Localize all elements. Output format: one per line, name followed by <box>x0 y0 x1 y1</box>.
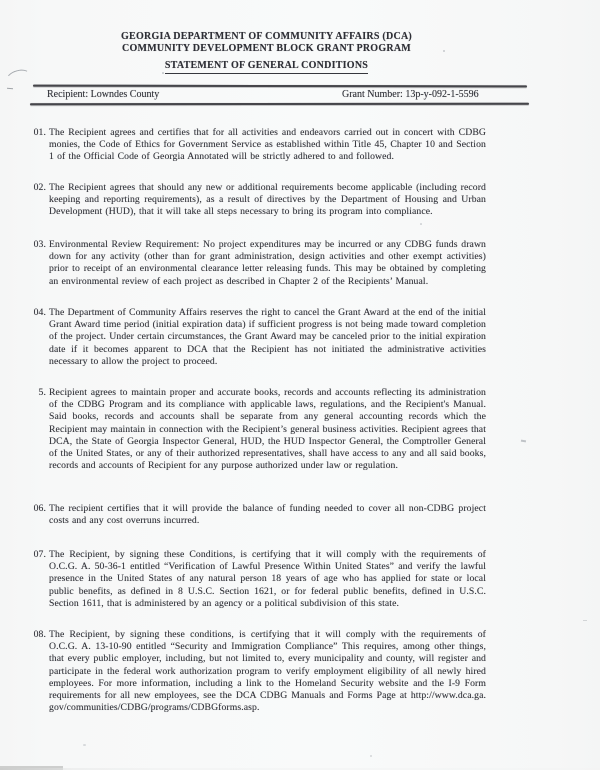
condition-text: Recipient agrees to maintain proper and accurate books, records and accounts reflecting its administration of the CDBG Program and its compliance with applicable laws, regulations, and the Recipient's Manual. Said books, records and accounts shall be separate from any general accounting records which the Recipient may maintain in connection with the Recipient’s general business activities. Recipient agrees that DCA, the State of Georgia Inspector General, HUD, the HUD Inspector General, the Comptroller General of the United States, or any of their authorized representatives, shall have access to any and all said books, records and accounts of Recipient for any purpose authorized under law or regulation. <box>49 387 486 472</box>
condition-item-01 <box>24 127 486 164</box>
condition-item-06 <box>24 503 486 527</box>
condition-number: 02. <box>33 182 46 193</box>
condition-text: The Recipient agrees that should any new or additional requirements become applicable (including record keeping and reporting requirements), as a result of directives by the Department of Housing and Urban Development (HUD), that it will take all steps necessary to bring its program into compliance. <box>49 182 486 218</box>
document-title: STATEMENT OF GENERAL CONDITIONS <box>165 60 368 74</box>
condition-item-05 <box>24 387 486 472</box>
scan-edge-tick <box>521 440 526 442</box>
grant-number-label: Grant Number: <box>342 89 403 100</box>
condition-number: 08. <box>33 629 46 640</box>
condition-number: 01. <box>33 127 46 138</box>
grant-band-top-rule <box>33 85 527 88</box>
condition-text: The Department of Community Affairs reserves the right to cancel the Grant Award at the end of the initial Grant Award time period (initial expiration data) if sufficient progress is not being made toward completion of the project. Under certain circumstances, the Grant Award may be canceled prior to the initial expiration date if it becomes apparent to DCA that the Recipient has not initiated the administrative activities necessary to allow the project to proceed. <box>49 307 486 367</box>
condition-item-04 <box>24 307 486 368</box>
condition-number: 06. <box>33 503 46 514</box>
condition-text: The Recipient, by signing these conditions, is certifying that it will comply with the requirements of O.C.G. A. 13-10-90 entitled “Security and Immigration Compliance” This requires, among other things, that every public employer, including, but not limited to, every municipality and county, will register and participate in the federal work authorization program to verify employment eligibility of all newly hired employees. For more information, including a link to the Homeland Security website and the I-9 Form requirements for all new employees, see the DCA CDBG Manuals and Forms Page at http://www.dca.ga. gov/communities/CDBG/programs/CDBGforms.asp. <box>49 629 486 714</box>
scan-speckle <box>83 744 86 746</box>
scan-speckle <box>443 50 445 52</box>
condition-item-03 <box>24 239 486 288</box>
recipient-field <box>47 89 159 100</box>
program-title: COMMUNITY DEVELOPMENT BLOCK GRANT PROGRAM <box>122 43 411 54</box>
condition-item-07 <box>24 549 486 610</box>
condition-text: Environmental Review Requirement: No project expenditures may be incurred or any CDBG funds drawn down for any activity (other than for grant administration, design activities and other exempt activities) prior to receipt of an environmental clearance letter releasing funds. This may be obtained by completing an environmental review of each project as described in Chapter 2 of the Recipients’ Manual. <box>49 239 486 287</box>
scan-speckle <box>420 223 422 225</box>
scan-speckle <box>162 72 164 74</box>
condition-text: The recipient certifies that it will provide the balance of funding needed to cover all non-CDBG project costs and any cost overruns incurred. <box>49 503 486 527</box>
condition-number: 5. <box>38 387 46 398</box>
agency-title: GEORGIA DEPARTMENT OF COMMUNITY AFFAIRS (DCA) <box>121 31 412 42</box>
grant-info-row <box>0 89 600 103</box>
scan-speckle <box>370 755 372 757</box>
grant-band-bottom-rule <box>30 103 529 106</box>
condition-number: 04. <box>33 307 46 318</box>
document-header <box>48 31 485 74</box>
scan-edge-tick <box>583 620 587 621</box>
recipient-value: Lowndes County <box>90 89 160 100</box>
grant-number-value: 13p-y-092-1-5596 <box>405 89 479 100</box>
condition-item-02 <box>24 182 486 219</box>
condition-text: The Recipient, by signing these Conditions, is certifying that it will comply with the requirements of O.C.G. A. 50-36-1 entitled “Verification of Lawful Presence Within United States” and verify the lawful presence in the United States of any natural person 18 years of age who has applied for state or local public benefits, as defined in 8 U.S.C. Section 1621, or for federal public benefits, defined in U.S.C. Section 1611, that is administered by an agency or a political subdivision of this state. <box>49 549 486 609</box>
condition-item-08 <box>24 629 486 714</box>
condition-number: 07. <box>33 549 46 560</box>
condition-text: The Recipient agrees and certifies that for all activities and endeavors carried out in concert with CDBG monies, the Code of Ethics for Government Service as established within Title 45, Chapter 10 and Section 1 of the Official Code of Georgia Annotated will be strictly adhered to and followed. <box>49 127 486 163</box>
recipient-label: Recipient: <box>47 89 89 100</box>
grant-number-field <box>342 89 479 100</box>
pen-mark-arc <box>4 67 33 90</box>
condition-number: 03. <box>33 239 46 250</box>
